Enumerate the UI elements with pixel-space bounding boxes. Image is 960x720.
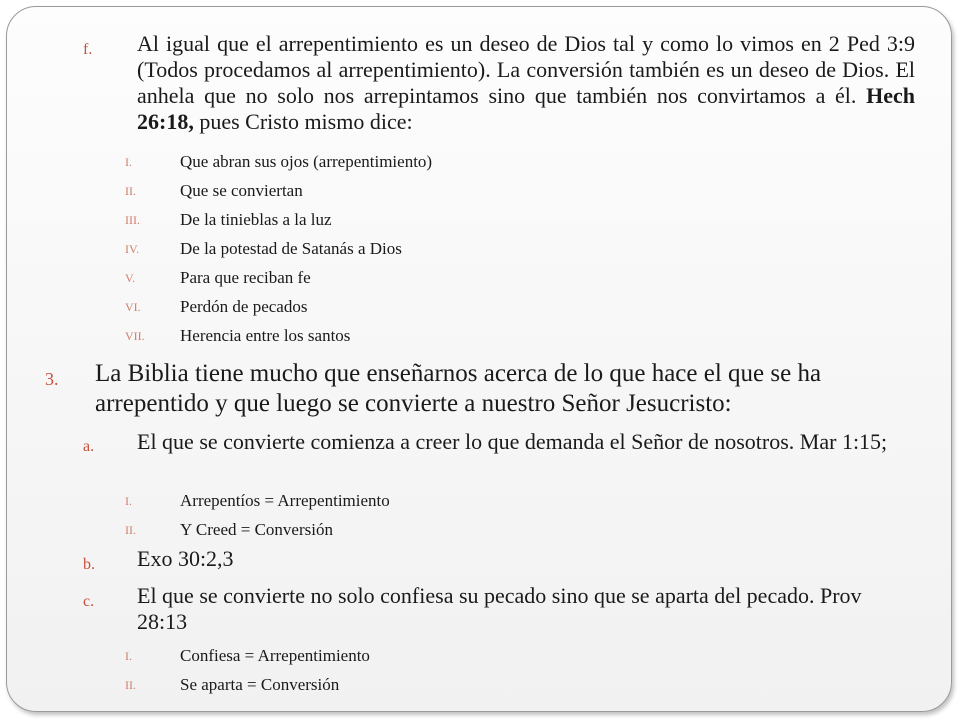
list-marker: II.: [125, 678, 136, 692]
list-item-text: Se aparta = Conversión: [180, 675, 340, 694]
list-marker: III.: [125, 213, 140, 227]
list-item-text: Para que reciban fe: [180, 268, 311, 287]
list-marker: I.: [125, 494, 132, 508]
list-marker: VII.: [125, 329, 145, 343]
list-marker: V.: [125, 271, 136, 285]
item-f-text-end: pues Cristo mismo dice:: [199, 109, 413, 134]
list-item-text: La Biblia tiene mucho que enseñarnos acerca de lo que hace el que se ha arrepentido y que luego se convierte a nuestro Señor Jesucristo:: [95, 360, 822, 417]
list-marker: 3.: [45, 369, 59, 389]
slide: [6, 6, 952, 712]
list-marker: IV.: [125, 242, 140, 256]
list-marker: b.: [83, 556, 95, 573]
scripture-reference: Hech 26:18,: [137, 83, 916, 134]
list-item-text: Que se conviertan: [180, 181, 303, 200]
list-item-text: El que se convierte no solo confiesa su pecado sino que se aparta del pecado. Prov 28:13: [137, 583, 862, 634]
list-item-text: Que abran sus ojos (arrepentimiento): [180, 152, 433, 171]
list-item-text: De la tinieblas a la luz: [180, 210, 332, 229]
list-item-text: Arrepentíos = Arrepentimiento: [180, 491, 390, 510]
list-item-text: Herencia entre los santos: [180, 326, 351, 345]
list-marker: I.: [125, 649, 132, 663]
list-marker: II.: [125, 523, 136, 537]
list-item-text: El que se convierte comienza a creer lo que demanda el Señor de nosotros. Mar 1:15;: [137, 429, 888, 454]
list-marker: f.: [83, 41, 93, 58]
item-f-text: Al igual que el arrepentimiento es un deseo de Dios tal y como lo vimos en 2 Ped 3:9 (Todos procedamos al arrepentimiento). La conversión también es un deseo de Dios. El anhela que no solo nos arrepintamos sino que también nos convirtamos a él.: [137, 31, 915, 108]
list-item-text: Y Creed = Conversión: [180, 520, 333, 539]
list-marker: VI.: [125, 300, 141, 314]
list-marker: II.: [125, 184, 136, 198]
list-marker: I.: [125, 155, 132, 169]
list-item-text: Exo 30:2,3: [137, 546, 234, 571]
list-item-text: [137, 31, 915, 135]
list-marker: c.: [83, 593, 95, 610]
list-item-text: De la potestad de Satanás a Dios: [180, 239, 402, 258]
list-item-text: Confiesa = Arrepentimiento: [180, 646, 370, 665]
list-item-text: Perdón de pecados: [180, 297, 308, 316]
list-marker: a.: [83, 438, 95, 455]
